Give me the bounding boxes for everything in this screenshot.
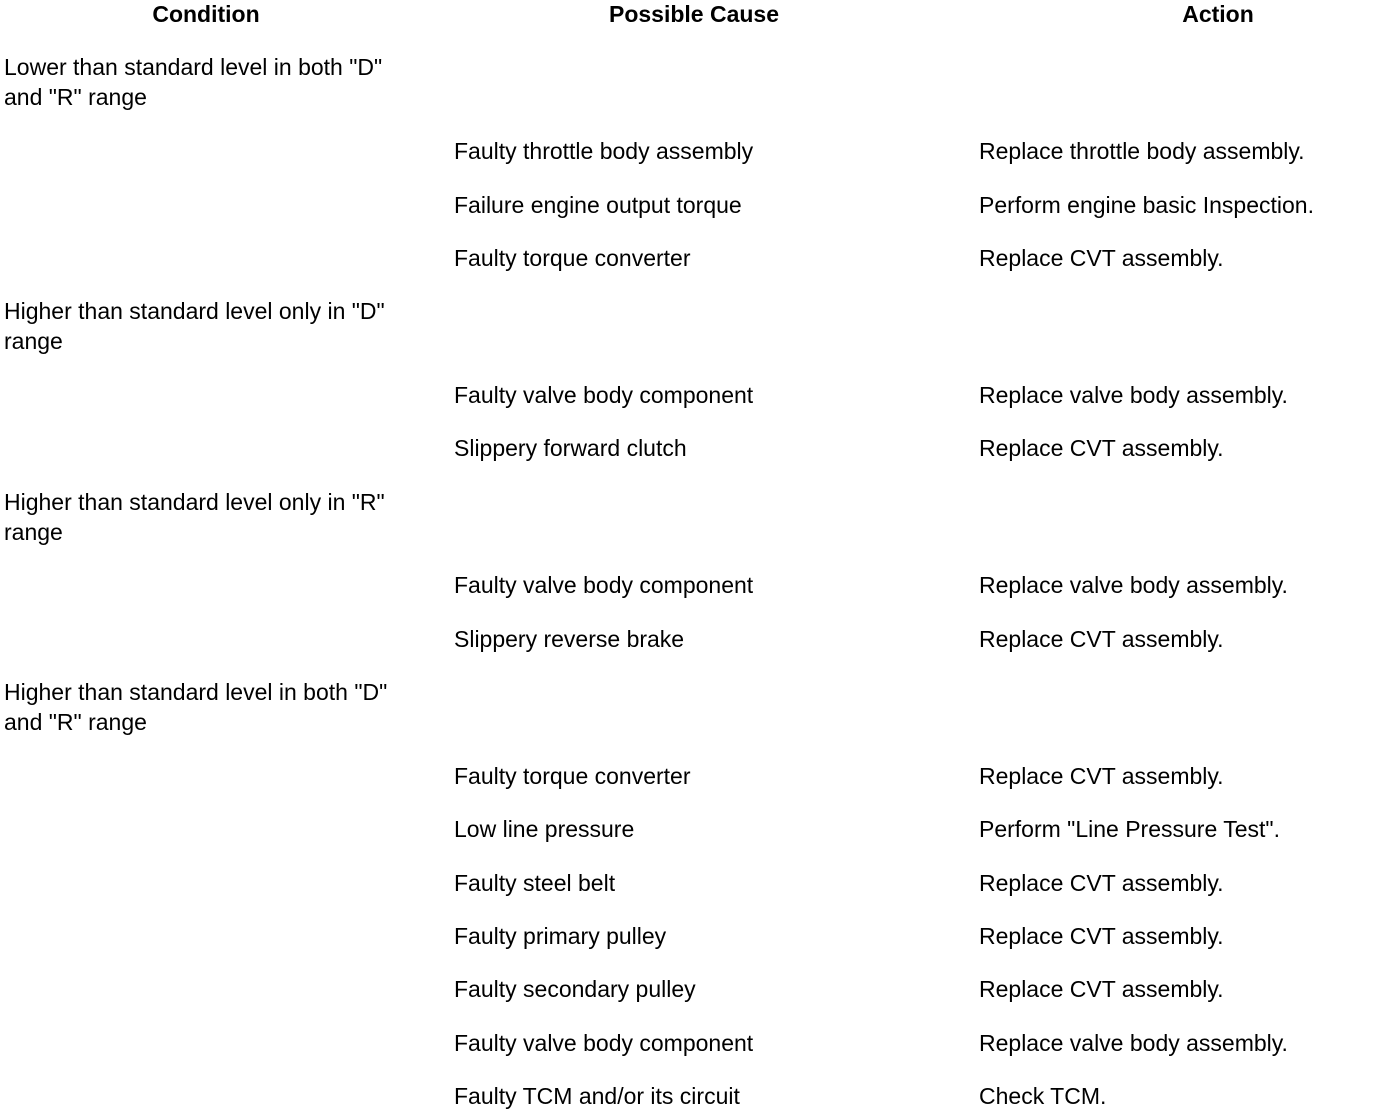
cause-cell: Faulty steel belt xyxy=(454,870,616,896)
cause-cell: Slippery reverse brake xyxy=(454,626,685,652)
action-cell: Replace CVT assembly. xyxy=(979,870,1224,896)
cause-cell: Slippery forward clutch xyxy=(454,435,687,461)
cause-cell: Faulty valve body component xyxy=(454,1030,754,1056)
cause-cell: Faulty torque converter xyxy=(454,763,691,789)
action-cell: Replace CVT assembly. xyxy=(979,763,1224,789)
cause-cell: Faulty throttle body assembly xyxy=(454,138,754,164)
action-cell: Perform "Line Pressure Test". xyxy=(979,816,1280,842)
action-cell: Replace CVT assembly. xyxy=(979,435,1224,461)
table-header xyxy=(0,0,1376,30)
action-cell: Replace valve body assembly. xyxy=(979,572,1288,598)
cause-cell: Failure engine output torque xyxy=(454,192,742,218)
action-cell: Replace valve body assembly. xyxy=(979,1030,1288,1056)
action-cell: Replace CVT assembly. xyxy=(979,923,1224,949)
action-cell: Replace throttle body assembly. xyxy=(979,138,1305,164)
cause-cell: Faulty secondary pulley xyxy=(454,976,696,1002)
condition-cell: Higher than standard level only in "R" range xyxy=(4,489,385,545)
header-possible-cause: Possible Cause xyxy=(608,1,780,27)
cause-cell: Low line pressure xyxy=(454,816,635,842)
cause-cell: Faulty torque converter xyxy=(454,245,691,271)
cause-cell: Faulty valve body component xyxy=(454,572,754,598)
condition-cell: Higher than standard level in both "D" and "R" range xyxy=(4,679,388,735)
condition-cell: Lower than standard level in both "D" and "R" range xyxy=(4,54,383,110)
action-cell: Replace CVT assembly. xyxy=(979,976,1224,1002)
action-cell: Replace CVT assembly. xyxy=(979,626,1224,652)
header-condition: Condition xyxy=(152,1,260,27)
action-cell: Check TCM. xyxy=(979,1083,1107,1109)
action-cell: Replace valve body assembly. xyxy=(979,382,1288,408)
condition-cell: Higher than standard level only in "D" range xyxy=(4,298,385,354)
header-action: Action xyxy=(1182,1,1254,27)
action-cell: Replace CVT assembly. xyxy=(979,245,1224,271)
action-cell: Perform engine basic Inspection. xyxy=(979,192,1314,218)
cause-cell: Faulty primary pulley xyxy=(454,923,667,949)
cause-cell: Faulty valve body component xyxy=(454,382,754,408)
cause-cell: Faulty TCM and/or its circuit xyxy=(454,1083,740,1109)
